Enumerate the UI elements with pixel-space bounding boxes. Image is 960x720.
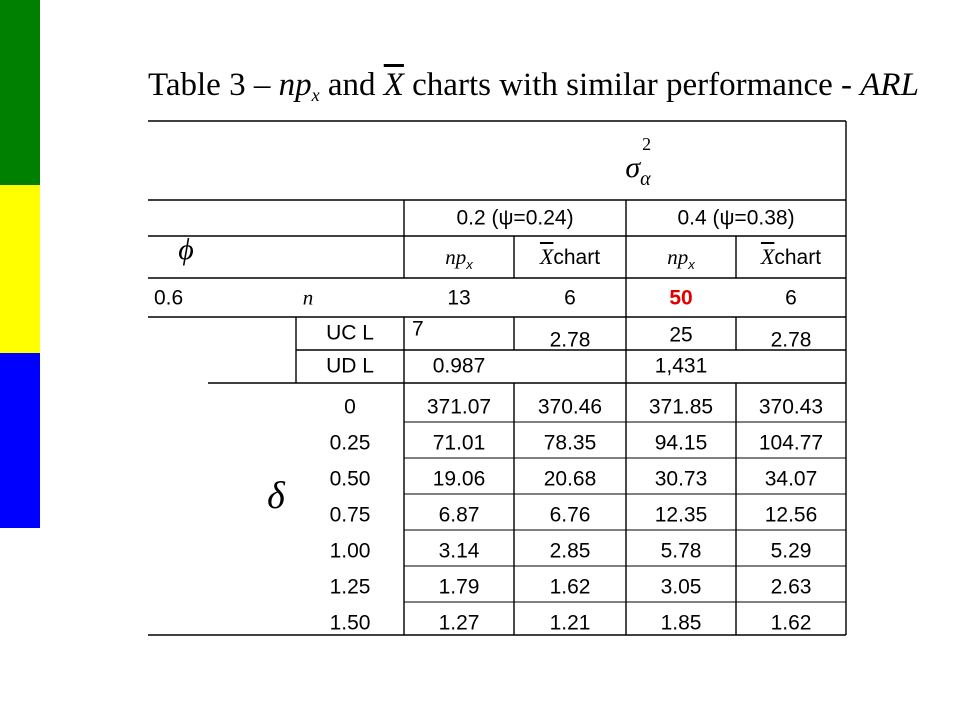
arl-value: 104.77 xyxy=(758,431,824,455)
arl-value: 12.35 xyxy=(654,503,708,527)
delta-value: 0.50 xyxy=(329,467,371,491)
arl-value: 12.56 xyxy=(764,503,818,527)
arl-value: 94.15 xyxy=(654,431,708,455)
phi-value: 0.6 xyxy=(154,286,184,310)
ucl-value: 2.78 xyxy=(770,328,812,352)
arl-value: 3.14 xyxy=(438,539,480,563)
n-value: 6 xyxy=(564,286,576,310)
np-x-header-1: $np_x$ xyxy=(445,245,473,272)
side-bar-green xyxy=(0,0,40,185)
arl-table xyxy=(148,120,848,636)
table-title: Table $3 - np_x$ and $\overline{X}$ charts with similar performance - ARL xyxy=(148,67,919,105)
arl-value: 370.43 xyxy=(758,395,824,419)
grid-lines xyxy=(148,121,846,635)
arl-value: 20.68 xyxy=(543,467,597,491)
ucl-label: UC L xyxy=(326,321,374,345)
arl-value: 2.63 xyxy=(770,575,812,599)
arl-value: 5.29 xyxy=(770,539,812,563)
arl-value: 3.05 xyxy=(660,575,702,599)
arl-value: 1.21 xyxy=(549,611,591,635)
group-header-0-2: 0.2 (ψ=0.24) xyxy=(456,206,574,230)
delta-value: 0.25 xyxy=(329,431,371,455)
n-value: 13 xyxy=(447,286,471,310)
arl-value: 371.85 xyxy=(648,395,714,419)
phi-symbol: ϕ xyxy=(178,233,194,266)
udl-value: 1,431 xyxy=(654,354,708,378)
arl-value: 34.07 xyxy=(764,467,818,491)
ucl-value: 25 xyxy=(669,323,693,347)
xbar-chart-header-2: $\overline{X}chart$ xyxy=(760,244,822,269)
np-x-header-2: $np_x$ xyxy=(667,245,695,272)
arl-value: 2.85 xyxy=(549,539,591,563)
ucl-value: 2.78 xyxy=(549,328,591,352)
group-header-0-4: 0.4 (ψ=0.38) xyxy=(677,206,795,230)
arl-value: 5.78 xyxy=(660,539,702,563)
arl-value: 19.06 xyxy=(432,467,486,491)
arl-value: 6.87 xyxy=(438,503,480,527)
delta-value: 0.75 xyxy=(329,503,371,527)
xbar-chart-header-1: $\overline{X}chart$ xyxy=(539,244,601,269)
sigma-alpha-squared-symbol: σ 2 $_\alpha$ xyxy=(625,134,652,190)
arl-value: 30.73 xyxy=(654,467,708,491)
n-label: n xyxy=(302,285,314,310)
side-bar-yellow xyxy=(0,185,40,353)
n-value: 6 xyxy=(785,286,797,310)
delta-value: 1.00 xyxy=(329,539,371,563)
arl-value: 370.46 xyxy=(537,395,603,419)
arl-value: 1.62 xyxy=(549,575,591,599)
delta-value: 1.50 xyxy=(329,611,371,635)
side-bar-blue xyxy=(0,353,40,528)
table-grid xyxy=(148,120,848,636)
delta-symbol: δ xyxy=(267,475,285,517)
arl-value: 371.07 xyxy=(426,395,492,419)
arl-value: 71.01 xyxy=(432,431,486,455)
arl-value: 78.35 xyxy=(543,431,597,455)
arl-value: 1.27 xyxy=(438,611,480,635)
udl-label: UD L xyxy=(326,354,374,378)
delta-value: 0 xyxy=(344,395,356,419)
arl-value: 1.79 xyxy=(438,575,480,599)
arl-value: 6.76 xyxy=(549,503,591,527)
delta-value: 1.25 xyxy=(329,575,371,599)
arl-value: 1.85 xyxy=(660,611,702,635)
arl-value: 1.62 xyxy=(770,611,812,635)
n-value-highlighted: 50 xyxy=(669,286,693,310)
ucl-value: 7 xyxy=(412,317,424,341)
udl-value: 0.987 xyxy=(432,354,486,378)
